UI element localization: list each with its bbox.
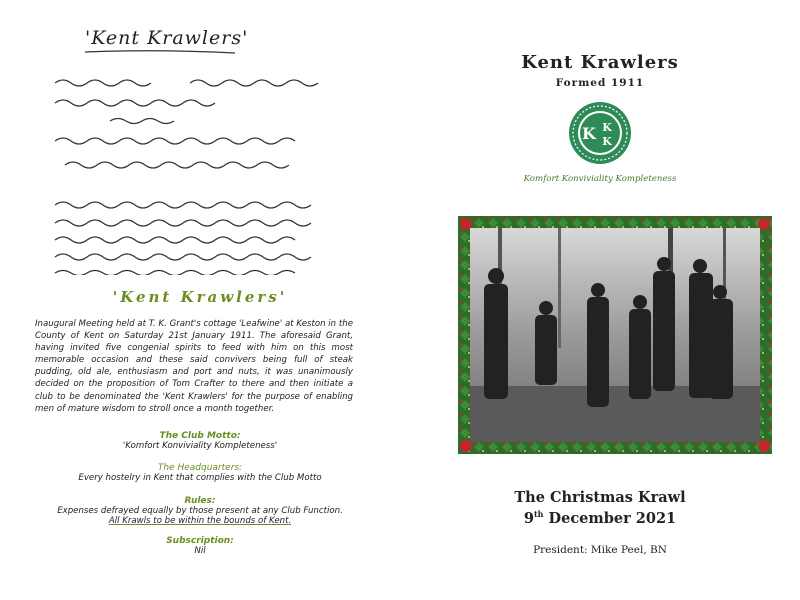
- headquarters-section: [0, 463, 400, 483]
- inaugural-meeting-text: Inaugural Meeting held at T. K. Grant's cottage 'Leafwine' at Keston in the County of Kent on Saturday 21st January 1911. The aforesaid Grant, having invited five congenial spirits to feed with him on this most memorable occasion and these said convivers being full of steak pudding, old ale, enthusiasm and port and nuts, it was unanimously decided on the proposition of Tom Crafter to there and then initiate a club to be denominated the 'Kent Krawlers' for the purpose of enabling men of mature wisdom to stroll once a month together.: [35, 319, 353, 414]
- event-day-suffix: th: [533, 509, 544, 519]
- event-date: [400, 509, 800, 527]
- rules-line-2: All Krawls to be within the bounds of Kent.: [108, 516, 292, 526]
- formed-year: Formed 1911: [555, 77, 645, 89]
- right-page: [400, 0, 800, 600]
- motto-text: Komfort Konviviality Kompleteness: [523, 174, 677, 184]
- logo-letter-left: K: [582, 124, 596, 143]
- logo-letter-top: K: [602, 121, 612, 134]
- president-line: President: Mike Peel, BN: [533, 544, 667, 556]
- subscription-heading: Subscription:: [166, 536, 234, 546]
- manuscript-scribbles: [40, 25, 340, 275]
- manuscript-title: 'Kent Krawlers': [85, 27, 249, 49]
- headquarters-text: Every hostelry in Kent that complies with the Club Motto: [78, 473, 322, 483]
- club-motto-text: 'Komfort Konviviality Kompleteness': [122, 441, 278, 451]
- event-day: 9: [523, 509, 534, 527]
- event-month-year: December 2021: [548, 509, 677, 527]
- kk-logo-icon: [567, 100, 633, 166]
- rules-line-1: Expenses defrayed equally by those present at any Club Function.: [57, 506, 343, 516]
- club-motto-heading: The Club Motto:: [159, 431, 241, 441]
- kent-krawlers-heading: 'Kent Krawlers': [112, 288, 288, 306]
- event-title: The Christmas Krawl: [514, 489, 686, 506]
- subscription-text: Nil: [194, 546, 206, 556]
- club-title: Kent Krawlers: [521, 52, 679, 73]
- club-motto-section: [0, 431, 400, 451]
- logo-letter-bottom: K: [602, 135, 612, 148]
- rules-section: [0, 496, 400, 526]
- headquarters-heading: The Headquarters:: [157, 463, 243, 473]
- rules-heading: Rules:: [184, 496, 216, 506]
- handwritten-manuscript: [40, 25, 340, 275]
- group-photo: [458, 216, 772, 454]
- subscription-section: [0, 536, 400, 556]
